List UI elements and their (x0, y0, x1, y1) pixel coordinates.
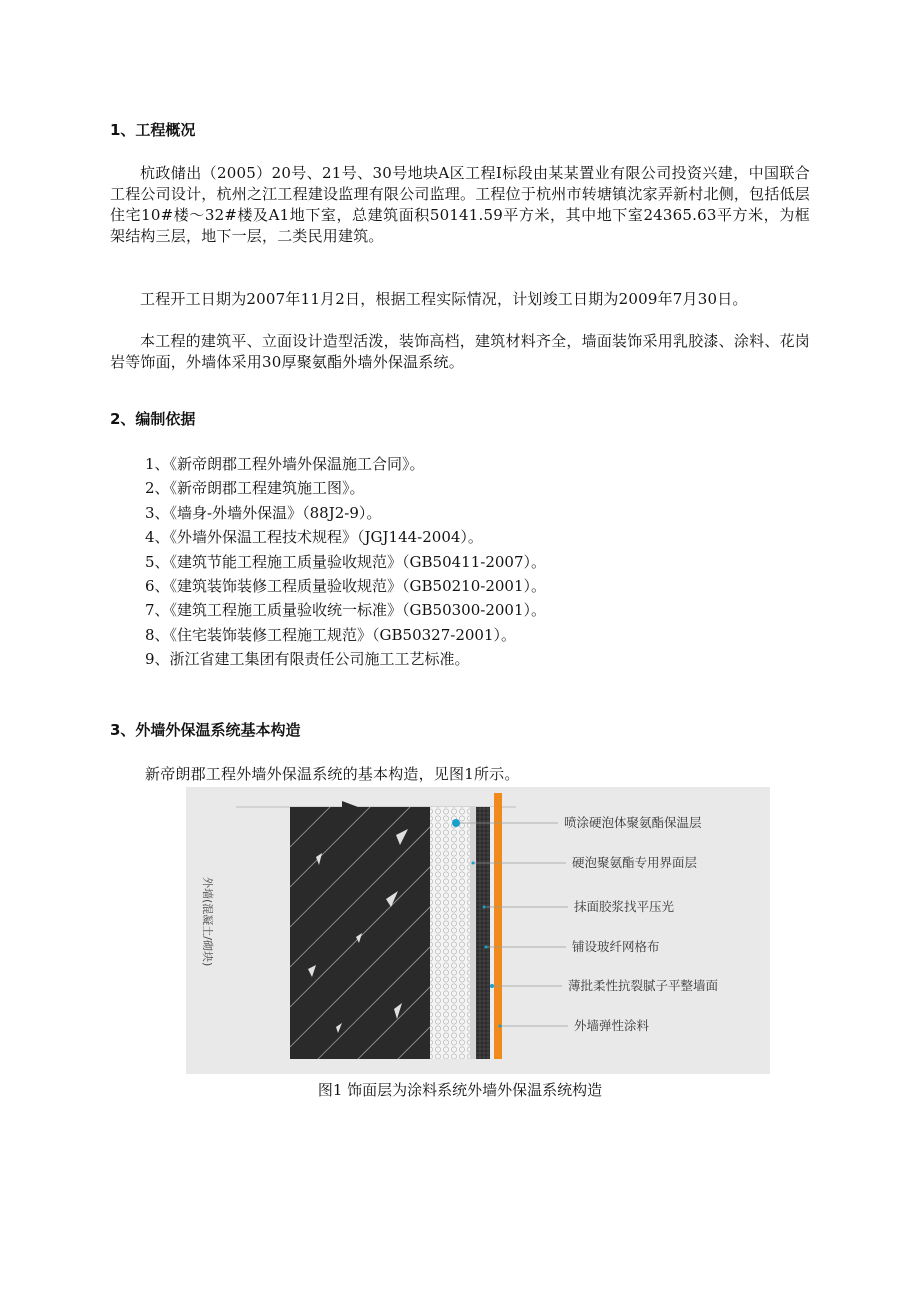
reference-item: 9、浙江省建工集团有限责任公司施工工艺标准。 (145, 650, 470, 669)
section-1-paragraph-1: 杭政储出（2005）20号、21号、30号地块A区工程Ⅰ标段由某某置业有限公司投资兴建，中国联合工程公司设计，杭州之江工程建设监理有限公司监理。工程位于杭州市转塘镇沈家弄新村北侧，包括低层住宅10#楼～32#楼及A1地下室，总建筑面积50141.59平方米，其中地下室24365.63平方米，为框架结构三层，地下一层，二类民用建筑。 (110, 164, 810, 245)
section-1-title: 1、工程概况 (110, 121, 196, 139)
section-1-paragraph-2: 工程开工日期为2007年11月2日，根据工程实际情况，计划竣工日期为2009年7月30日。 (140, 290, 748, 308)
layer-label-putty: 薄批柔性抗裂腻子平整墙面 (568, 978, 719, 993)
reference-item: 8、《住宅装饰装修工程施工规范》（GB50327-2001）。 (145, 625, 517, 644)
layer-label-foam: 喷涂硬泡体聚氨酯保温层 (564, 815, 702, 830)
section-1-paragraph-3: 本工程的建筑平、立面设计造型活泼，装饰高档，建筑材料齐全，墙面装饰采用乳胶漆、涂料、花岗岩等饰面，外墙体采用30厚聚氨酯外墙外保温系统。 (110, 332, 810, 371)
wall-construction-figure (186, 787, 770, 1074)
mesh-render-layer (476, 807, 490, 1059)
reference-item: 7、《建筑工程施工质量验收统一标准》（GB50300-2001）。 (145, 601, 547, 620)
layer-label-render: 抹面胶浆找平压光 (574, 899, 675, 914)
wall-label: 外墙(混凝土/砌块) (201, 877, 214, 967)
reference-item: 2、《新帝朗郡工程建筑施工图》。 (145, 479, 365, 498)
wall-construction-diagram (186, 787, 770, 1074)
reference-list (145, 452, 546, 672)
concrete-wall-layer (290, 807, 430, 1059)
figure-caption: 图1 饰面层为涂料系统外墙外保温系统构造 (317, 1081, 603, 1099)
putty-layer (490, 807, 494, 1059)
reference-item: 4、《外墙外保温工程技术规程》（JGJ144-2004）。 (145, 528, 483, 547)
section-2-title: 2、编制依据 (110, 410, 196, 428)
reference-item: 3、《墙身-外墙外保温》（88J2-9）。 (145, 503, 382, 522)
reference-item: 1、《新帝朗郡工程外墙外保温施工合同》。 (145, 455, 425, 473)
reference-item: 6、《建筑装饰装修工程质量验收规范》（GB50210-2001）。 (145, 577, 547, 596)
layer-label-coating: 外墙弹性涂料 (574, 1018, 650, 1033)
interface-layer (470, 807, 476, 1059)
layer-label-mesh: 铺设玻纤网格布 (572, 939, 660, 954)
foam-insulation-layer (430, 807, 470, 1059)
section-3-intro: 新帝朗郡工程外墙外保温系统的基本构造，见图1所示。 (145, 765, 520, 783)
finish-coating-layer (494, 793, 502, 1059)
reference-item: 5、《建筑节能工程施工质量验收规范》（GB50411-2007）。 (145, 552, 547, 571)
section-3-title: 3、外墙外保温系统基本构造 (110, 721, 301, 739)
layer-label-interface: 硬泡聚氨酯专用界面层 (572, 855, 698, 870)
